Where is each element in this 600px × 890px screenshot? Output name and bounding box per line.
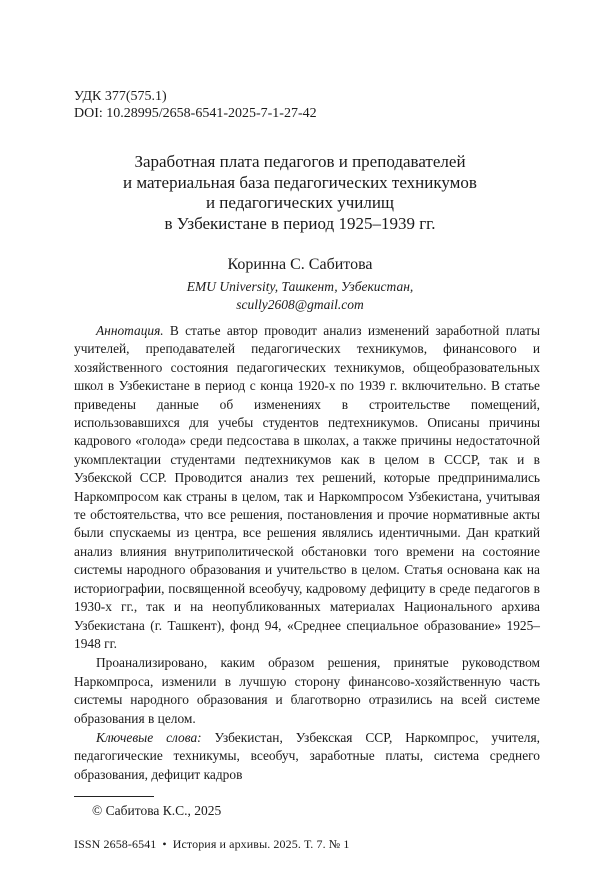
author-name: Коринна С. Сабитова xyxy=(0,256,600,274)
keywords-label: Ключевые слова: xyxy=(96,730,202,745)
abstract-paragraph-2: Проанализировано, каким образом решения, принятые руководством Наркомпроса, изменили в лучшую сторону финансово-хозяйственную часть системы народного образования и благотворно отразились на всей системе образования в целом. xyxy=(74,654,540,728)
abstract-paragraph xyxy=(74,322,540,653)
copyright-notice: © Сабитова К.С., 2025 xyxy=(92,803,221,819)
abstract-section xyxy=(74,322,540,784)
author-email[interactable]: scully2608@gmail.com xyxy=(0,296,600,314)
udc-code: УДК 377(575.1) xyxy=(74,88,317,105)
title-line: в Узбекистане в период 1925–1939 гг. xyxy=(60,214,540,235)
footnote-divider xyxy=(74,796,154,797)
keywords-text: Узбекистан, Узбекская ССР, Наркомпрос, учителя, педагогические техникумы, всеобуч, заработные платы, система среднего образования, дефицит кадров xyxy=(74,730,540,782)
abstract-label: Аннотация. xyxy=(96,323,164,338)
article-metadata xyxy=(74,88,317,122)
article-title xyxy=(60,152,540,234)
article-first-page xyxy=(0,0,600,890)
abstract-text: В статье автор проводит анализ изменений заработной платы учителей, преподавателей педагогических техникумов, финансового и хозяйственного состояния педагогических техникумов, общеобразовательных школ в Узбекистане в период с конца 1920-х по 1939 г. включительно. В статье приведены данные об изменениях в строительстве помещений, использовавшихся для учебы студентов педтехникумов. Описаны причины кадрового «голода» среди педсостава в школах, а также причины недостаточной укомплектации студентами педтехникумов как в целом в СССР, так и в Узбекской ССР. Проводится анализ тех решений, которые предпринимались Наркомпросом как страны в целом, так и Наркомпросом Узбекистана, учитывая те обстоятельства, что все решения, постановления и прочие нормативные акты были спускаемы из центра, все решения являлись идентичными. Дан краткий анализ влияния внутриполитической обстановки того времени на состояние системы народного образования и учительство в целом. Статья основана как на историографии, посвященной всеобучу, кадровому дефициту в среде педагогов в 1930-х гг., так и на неопубликованных материалах Национального архива Узбекистана (г. Ташкент), фонд 94, «Среднее специальное образование» 1925–1948 гг. xyxy=(74,323,540,651)
footer-bullet: • xyxy=(162,837,166,851)
author-affiliation-block xyxy=(0,278,600,314)
title-line: и материальная база педагогических техникумов xyxy=(60,173,540,194)
page-footer xyxy=(74,837,350,852)
issn: ISSN 2658-6541 xyxy=(74,837,156,851)
keywords-paragraph xyxy=(74,729,540,784)
doi[interactable]: DOI: 10.28995/2658-6541-2025-7-1-27-42 xyxy=(74,105,317,122)
journal-citation: История и архивы. 2025. Т. 7. № 1 xyxy=(173,837,350,851)
author-affiliation: EMU University, Ташкент, Узбекистан, xyxy=(0,278,600,296)
title-line: и педагогических училищ xyxy=(60,193,540,214)
title-line: Заработная плата педагогов и преподавателей xyxy=(60,152,540,173)
